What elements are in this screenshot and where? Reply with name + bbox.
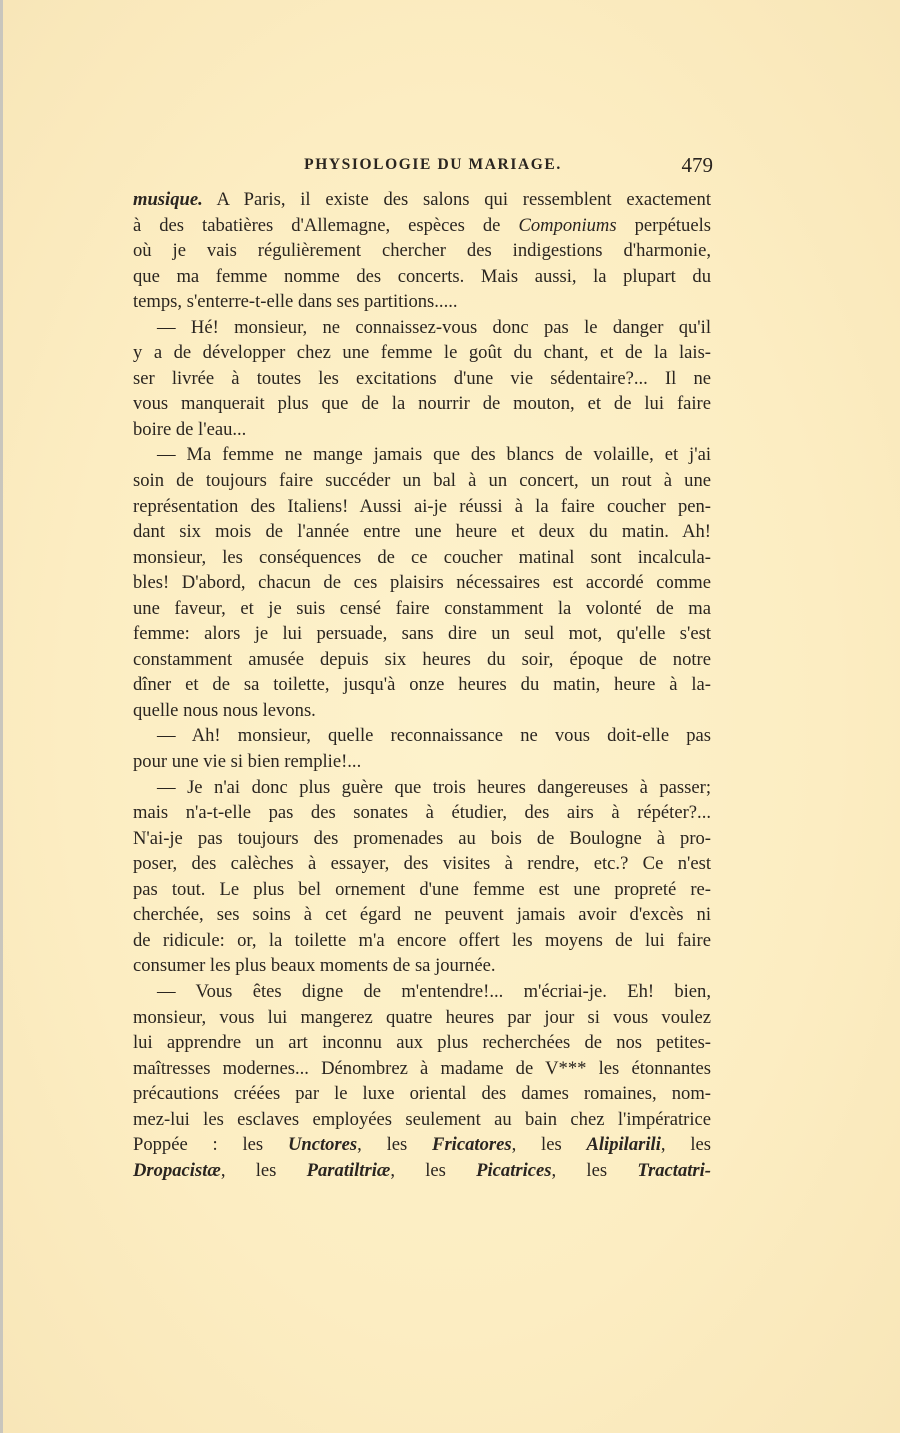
text-segment: de ridicule: or, la toilette m'a encore offert les moyens de lui faire <box>133 929 711 951</box>
text-segment: que ma femme nomme des concerts. Mais aussi, la plupart du <box>133 265 711 287</box>
text-segment: monsieur, les conséquences de ce coucher matinal sont incalcula- <box>133 546 711 568</box>
italic-term: Unctores <box>287 1134 358 1156</box>
italic-term: Picatrices <box>476 1159 552 1181</box>
text-line <box>133 826 711 852</box>
text-segment: cherchée, ses soins à cet égard ne peuvent jamais avoir d'excès ni <box>133 904 711 926</box>
text-segment: lui apprendre un art inconnu aux plus recherchées de nos petites- <box>133 1032 711 1054</box>
body-text <box>133 187 711 1183</box>
text-segment: — Ma femme ne mange jamais que des blancs de volaille, et j'ai <box>157 444 711 466</box>
running-head <box>133 153 713 184</box>
text-line <box>133 1158 711 1184</box>
text-line <box>133 366 711 392</box>
text-line <box>133 877 711 903</box>
text-segment: — Ah! monsieur, quelle reconnaissance ne vous doit-elle pas <box>157 725 711 747</box>
page-number: 479 <box>681 153 713 177</box>
text-line <box>133 545 711 571</box>
text-line <box>133 672 711 698</box>
text-segment: vous manquerait plus que de la nourrir de mouton, et de lui faire <box>133 393 711 415</box>
text-segment: y a de développer chez une femme le goût du chant, et de la lais- <box>133 342 711 364</box>
text-segment: bles! D'abord, chacun de ces plaisirs nécessaires est accordé comme <box>133 572 711 594</box>
text-segment: mez-lui les esclaves employées seulement au bain chez l'impératrice <box>133 1108 711 1130</box>
text-line <box>133 570 711 596</box>
text-line <box>133 442 711 468</box>
text-line <box>133 315 711 341</box>
text-line <box>133 1107 711 1133</box>
text-segment: représentation des Italiens! Aussi ai-je réussi à la faire coucher pen- <box>133 495 711 517</box>
text-line <box>133 1056 711 1082</box>
text-segment: soin de toujours faire succéder un bal à un concert, un rout à une <box>133 470 711 492</box>
text-segment: monsieur, vous lui mangerez quatre heures par jour si vous voulez <box>133 1006 711 1028</box>
text-segment: pas tout. Le plus bel ornement d'une femme est une propreté re- <box>133 878 711 900</box>
text-segment: temps, s'enterre-t-elle dans ses partitions..... <box>133 291 458 313</box>
text-segment: poser, des calèches à essayer, des visites à rendre, etc.? Ce n'est <box>133 853 711 875</box>
text-line <box>133 698 711 724</box>
text-line <box>133 1005 711 1031</box>
text-line <box>133 775 711 801</box>
text-line <box>133 340 711 366</box>
text-line <box>133 289 711 315</box>
text-line <box>133 928 711 954</box>
italic-term: Paratiltriæ <box>306 1159 391 1181</box>
text-line <box>133 851 711 877</box>
text-line <box>133 238 711 264</box>
text-line <box>133 979 711 1005</box>
text-line <box>133 723 711 749</box>
text-line <box>133 749 711 775</box>
text-line <box>133 494 711 520</box>
italic-term: Fricatores <box>432 1134 512 1156</box>
text-segment: femme: alors je lui persuade, sans dire un seul mot, qu'elle s'est <box>133 623 711 645</box>
text-line <box>133 213 711 239</box>
text-segment: où je vais régulièrement chercher des indigestions d'harmonie, <box>133 240 711 262</box>
text-segment: quelle nous nous levons. <box>133 699 316 721</box>
text-line <box>133 391 711 417</box>
text-segment: Poppée : les <box>133 1134 288 1156</box>
text-line <box>133 1132 711 1158</box>
text-segment: A Paris, il existe des salons qui ressemblent exactement <box>202 189 711 210</box>
text-segment: consumer les plus beaux moments de sa journée. <box>133 955 496 977</box>
running-title: PHYSIOLOGIE DU MARIAGE. <box>304 156 562 173</box>
text-segment: — Je n'ai donc plus guère que trois heures dangereuses à passer; <box>157 776 711 798</box>
text-segment: précautions créées par le luxe oriental des dames romaines, nom- <box>133 1083 711 1105</box>
text-segment: dant six mois de l'année entre une heure et deux du matin. Ah! <box>133 521 711 543</box>
text-segment: , les <box>390 1159 477 1181</box>
text-line <box>133 902 711 928</box>
text-segment: — Vous êtes digne de m'entendre!... m'écriai-je. Eh! bien, <box>157 980 711 1002</box>
text-segment: perpétuels <box>616 214 711 236</box>
text-line <box>133 1030 711 1056</box>
italic-term: Tractatri- <box>637 1159 712 1181</box>
text-line <box>133 953 711 979</box>
text-line <box>133 647 711 673</box>
text-segment: pour une vie si bien remplie!... <box>133 751 362 773</box>
text-segment: ser livrée à toutes les excitations d'une vie sédentaire?... Il ne <box>133 367 711 389</box>
text-segment: mais n'a-t-elle pas des sonates à étudier, des airs à répéter?... <box>133 802 711 824</box>
text-segment: — Hé! monsieur, ne connaissez-vous donc pas le danger qu'il <box>157 316 711 338</box>
text-segment: , les <box>511 1134 587 1156</box>
text-line <box>133 800 711 826</box>
text-line <box>133 596 711 622</box>
text-segment: une faveur, et je suis censé faire constamment la volonté de ma <box>133 597 711 619</box>
italic-term: Alipilarili <box>586 1134 661 1156</box>
text-line <box>133 1081 711 1107</box>
italic-term: Componiums <box>518 214 617 236</box>
text-segment: à des tabatières d'Allemagne, espèces de <box>133 214 519 236</box>
text-segment: , les <box>551 1159 638 1181</box>
text-line <box>133 264 711 290</box>
text-segment: , les <box>357 1134 433 1156</box>
text-line <box>133 519 711 545</box>
scan-edge <box>0 0 3 1433</box>
italic-term: Dropacistæ <box>133 1159 221 1181</box>
text-line <box>133 417 711 443</box>
text-line <box>133 621 711 647</box>
text-line <box>133 468 711 494</box>
text-segment: , les <box>220 1159 307 1181</box>
text-segment: maîtresses modernes... Dénombrez à madame de V*** les étonnantes <box>133 1057 711 1079</box>
text-segment: dîner et de sa toilette, jusqu'à onze heures du matin, heure à la- <box>133 674 711 696</box>
text-line <box>133 187 711 213</box>
italic-term: musique. <box>133 189 203 210</box>
text-segment: boire de l'eau... <box>133 418 247 440</box>
text-segment: constamment amusée depuis six heures du soir, époque de notre <box>133 648 711 670</box>
text-segment: N'ai-je pas toujours des promenades au bois de Boulogne à pro- <box>133 827 711 849</box>
text-segment: , les <box>660 1134 711 1156</box>
